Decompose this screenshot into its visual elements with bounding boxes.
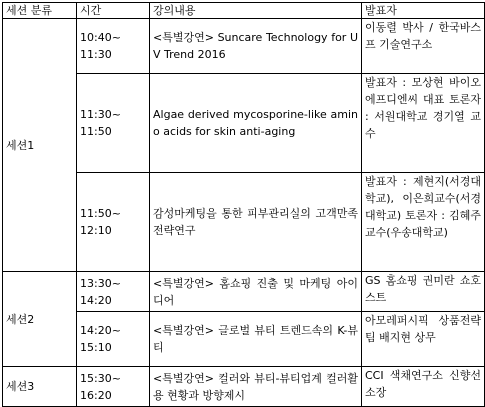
header-row xyxy=(3,3,485,19)
session-label: 세션1 xyxy=(3,19,77,272)
lecture-content: <특별강연> 글로벌 뷰티 트렌드속의 K-뷰티 xyxy=(150,312,362,367)
presenter-cell: CCI 색채연구소 신향선 소장 xyxy=(362,367,485,407)
time-end: 11:50 xyxy=(80,125,112,138)
presenter-cell: 이동렬 박사 / 한국바스프 기술연구소 xyxy=(362,19,485,74)
presenter-cell: 아모레퍼시픽 상품전략팀 배지현 상무 xyxy=(362,312,485,367)
time-end: 12:10 xyxy=(80,224,112,237)
time-cell xyxy=(77,367,150,407)
table-row xyxy=(3,19,485,74)
time-start: 15:30~ xyxy=(80,371,121,385)
lecture-content: <특별강연> Suncare Technology for UV Trend 2016 xyxy=(150,19,362,74)
header-content: 강의내용 xyxy=(150,3,362,19)
time-start: 14:20~ xyxy=(80,324,121,337)
presenter-cell: GS 홈쇼핑 권미란 쇼호스트 xyxy=(362,272,485,312)
time-end: 14:20 xyxy=(80,293,112,307)
time-start: 11:30~ xyxy=(80,108,121,121)
lecture-content: 감성마케팅을 통한 피부관리실의 고객만족 전략연구 xyxy=(150,173,362,272)
time-start: 11:50~ xyxy=(80,207,121,220)
presenter-cell: 발표자 : 제현지(서경대학교), 이은희교수(서경대학교) 토론자 : 김혜주 교수(우송대학교) xyxy=(362,173,485,272)
time-end: 15:10 xyxy=(80,341,112,354)
session-label: 세션3 xyxy=(3,367,77,407)
session-label: 세션2 xyxy=(3,272,77,367)
table-row xyxy=(3,272,485,312)
time-end: 16:20 xyxy=(80,388,112,402)
lecture-content: <특별강연> 컬러와 뷰티-뷰티업계 컬러활용 현황과 방향제시 xyxy=(150,367,362,407)
time-end: 11:30 xyxy=(80,48,112,61)
header-time: 시간 xyxy=(77,3,150,19)
lecture-schedule-table xyxy=(2,2,485,407)
time-cell xyxy=(77,272,150,312)
time-cell xyxy=(77,19,150,74)
header-presenter: 발표자 xyxy=(362,3,485,19)
time-start: 13:30~ xyxy=(80,276,121,290)
time-start: 10:40~ xyxy=(80,31,121,44)
lecture-content: <특별강연> 홈쇼핑 진출 및 마케팅 아이디어 xyxy=(150,272,362,312)
time-cell xyxy=(77,312,150,367)
table-row xyxy=(3,367,485,407)
header-session: 세션 분류 xyxy=(3,3,77,19)
time-cell xyxy=(77,74,150,173)
time-cell xyxy=(77,173,150,272)
presenter-cell: 발표자 : 모상현 바이오에프디엔씨 대표 토론자 : 서원대학교 경기열 교수 xyxy=(362,74,485,173)
lecture-content: Algae derived mycosporine-like amino acids for skin anti-aging xyxy=(150,74,362,173)
